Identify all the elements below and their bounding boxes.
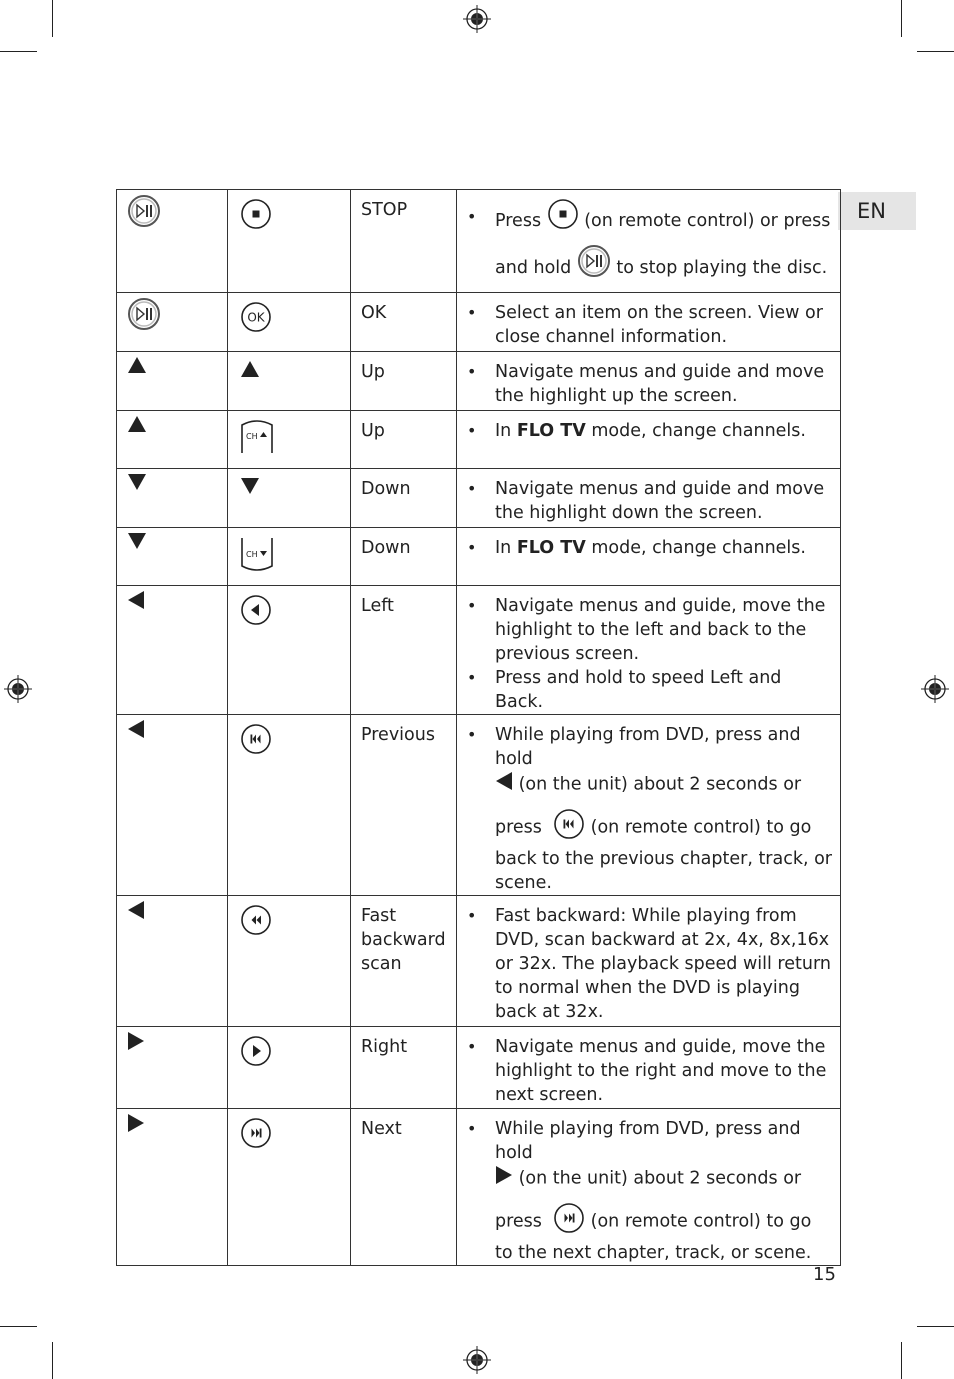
triangle-up-icon xyxy=(127,356,147,381)
remote-button-cell xyxy=(228,1109,351,1266)
function-name-cell xyxy=(351,469,457,528)
page-number: 15 xyxy=(813,1264,836,1285)
description-cell xyxy=(457,896,841,1027)
registration-mark-icon xyxy=(4,675,32,703)
crop-mark xyxy=(901,1342,902,1379)
right-circle-icon xyxy=(240,1035,272,1074)
triangle-up-icon xyxy=(240,360,260,385)
remote-button-cell xyxy=(228,528,351,586)
triangle-left-icon xyxy=(127,719,145,746)
bullet-item xyxy=(467,477,832,525)
description-text: press xyxy=(495,817,542,838)
bullet-item xyxy=(467,666,832,714)
function-name: Right xyxy=(361,1037,408,1057)
description-text: Navigate menus and guide, move the highlight to the left and back to the previous screen. xyxy=(495,596,826,664)
description-cell xyxy=(457,190,841,293)
description-text: Fast backward: While playing from DVD, scan backward at 2x, 4x, 8x,16x or 32x. The playback speed will return to normal when the DVD is playing back at 32x. xyxy=(495,906,831,1022)
triangle-up-icon xyxy=(127,415,147,440)
unit-button-cell xyxy=(117,1027,228,1109)
function-name: Fast backward scan xyxy=(361,906,446,974)
description-cell xyxy=(457,293,841,352)
crop-mark xyxy=(0,1326,37,1327)
description-text: In xyxy=(495,538,517,558)
function-name: Previous xyxy=(361,725,435,745)
function-name: OK xyxy=(361,303,387,323)
bullet-item xyxy=(467,198,832,292)
function-name-cell xyxy=(351,293,457,352)
function-name-cell xyxy=(351,352,457,411)
crop-mark xyxy=(0,51,37,52)
description-cell xyxy=(457,352,841,411)
table-row xyxy=(117,1027,841,1109)
table-row xyxy=(117,528,841,586)
triangle-left-icon xyxy=(495,771,513,798)
ok-circle-icon xyxy=(240,301,272,340)
registration-mark-icon xyxy=(921,675,949,703)
previous-circle-icon xyxy=(553,808,585,847)
crop-mark xyxy=(52,0,53,37)
next-circle-icon xyxy=(240,1117,272,1156)
description-text: While playing from DVD, press and hold xyxy=(495,1119,801,1163)
svg-text:CH: CH xyxy=(246,550,258,559)
function-name-cell xyxy=(351,715,457,896)
triangle-right-icon xyxy=(127,1031,145,1058)
description-text: Navigate menus and guide and move the highlight up the screen. xyxy=(495,362,825,406)
description-text: (on remote control) to go to the next chapter, track, or scene. xyxy=(495,1211,812,1263)
table-row xyxy=(117,190,841,293)
registration-mark-icon xyxy=(463,5,491,33)
unit-button-cell xyxy=(117,190,228,293)
function-name-cell xyxy=(351,586,457,715)
svg-text:OK: OK xyxy=(247,310,265,325)
remote-button-cell xyxy=(228,1027,351,1109)
description-text: While playing from DVD, press and hold xyxy=(495,725,801,769)
left-circle-icon xyxy=(240,594,272,633)
bullet-item xyxy=(467,360,832,408)
bullet-item xyxy=(467,419,832,443)
description-text: (on the unit) about 2 seconds or xyxy=(518,774,802,795)
description-text: and hold xyxy=(495,258,572,278)
function-name: Down xyxy=(361,538,411,558)
function-name: Down xyxy=(361,479,411,499)
description-text: In xyxy=(495,421,517,441)
description-cell xyxy=(457,1027,841,1109)
description-text: press xyxy=(495,1211,542,1232)
description-text: (on remote control) to go back to the previous chapter, track, or scene. xyxy=(495,817,833,893)
ch-down-icon xyxy=(240,536,274,579)
unit-button-cell xyxy=(117,586,228,715)
table-row xyxy=(117,586,841,715)
function-name-cell xyxy=(351,896,457,1027)
remote-button-cell xyxy=(228,190,351,293)
previous-circle-icon xyxy=(240,723,272,762)
stop-circle-icon xyxy=(547,198,579,244)
triangle-down-icon xyxy=(127,532,147,557)
bullet-item xyxy=(467,904,832,1024)
function-name-cell xyxy=(351,1027,457,1109)
table-row xyxy=(117,896,841,1027)
triangle-left-icon xyxy=(127,900,145,927)
description-text: (on remote control) or press xyxy=(584,211,831,231)
description-text: Select an item on the screen. View or close channel information. xyxy=(495,303,823,347)
remote-button-cell xyxy=(228,586,351,715)
unit-button-cell xyxy=(117,896,228,1027)
unit-button-cell xyxy=(117,469,228,528)
unit-button-cell xyxy=(117,293,228,352)
description-text: mode, change channels. xyxy=(585,538,806,558)
table-row xyxy=(117,352,841,411)
rewind-circle-icon xyxy=(240,904,272,943)
mode-name: FLO TV xyxy=(516,538,586,558)
description-text: Navigate menus and guide and move the highlight down the screen. xyxy=(495,479,825,523)
function-name: Up xyxy=(361,421,385,441)
play-pause-button-icon xyxy=(577,244,611,292)
description-text: mode, change channels. xyxy=(585,421,806,441)
table-row xyxy=(117,715,841,896)
remote-button-cell xyxy=(228,293,351,352)
unit-button-cell xyxy=(117,352,228,411)
description-text: to stop playing the disc. xyxy=(616,258,828,278)
unit-button-cell xyxy=(117,528,228,586)
unit-button-cell xyxy=(117,715,228,896)
description-cell xyxy=(457,528,841,586)
table-row xyxy=(117,293,841,352)
function-name: Left xyxy=(361,596,394,616)
bullet-item xyxy=(467,301,832,349)
triangle-down-icon xyxy=(240,477,260,502)
description-cell xyxy=(457,411,841,469)
stop-circle-icon xyxy=(240,198,272,237)
bullet-item xyxy=(467,536,832,560)
unit-button-cell xyxy=(117,411,228,469)
crop-mark xyxy=(901,0,902,37)
play-pause-button-icon xyxy=(127,194,161,235)
next-circle-icon xyxy=(553,1202,585,1241)
play-pause-button-icon xyxy=(127,297,161,338)
controls-table xyxy=(116,189,841,1266)
remote-button-cell xyxy=(228,469,351,528)
description-cell xyxy=(457,469,841,528)
bullet-item xyxy=(467,1117,832,1265)
table-row xyxy=(117,411,841,469)
function-name: STOP xyxy=(361,200,408,220)
crop-mark xyxy=(52,1342,53,1379)
language-tab: EN xyxy=(838,192,916,230)
function-name-cell xyxy=(351,190,457,293)
description-cell xyxy=(457,1109,841,1266)
function-name-cell xyxy=(351,411,457,469)
remote-button-cell xyxy=(228,411,351,469)
bullet-item xyxy=(467,594,832,666)
unit-button-cell xyxy=(117,1109,228,1266)
svg-text:CH: CH xyxy=(246,432,258,441)
bullet-item xyxy=(467,723,832,895)
description-text: Navigate menus and guide, move the highlight to the right and move to the next screen. xyxy=(495,1037,827,1105)
registration-mark-icon xyxy=(463,1346,491,1374)
description-text: (on the unit) about 2 seconds or xyxy=(518,1168,802,1189)
function-name: Up xyxy=(361,362,385,382)
description-cell xyxy=(457,715,841,896)
mode-name: FLO TV xyxy=(516,421,586,441)
triangle-down-icon xyxy=(127,473,147,498)
table-row xyxy=(117,1109,841,1266)
ch-up-icon xyxy=(240,419,274,462)
description-text: Press xyxy=(495,211,542,231)
triangle-left-icon xyxy=(127,590,145,617)
description-text: Press and hold to speed Left and Back. xyxy=(495,668,782,712)
crop-mark xyxy=(917,51,954,52)
triangle-right-icon xyxy=(495,1165,513,1192)
remote-button-cell xyxy=(228,896,351,1027)
table-row xyxy=(117,469,841,528)
function-name-cell xyxy=(351,1109,457,1266)
triangle-right-icon xyxy=(127,1113,145,1140)
crop-mark xyxy=(917,1326,954,1327)
bullet-item xyxy=(467,1035,832,1107)
function-name-cell xyxy=(351,528,457,586)
description-cell xyxy=(457,586,841,715)
remote-button-cell xyxy=(228,352,351,411)
remote-button-cell xyxy=(228,715,351,896)
function-name: Next xyxy=(361,1119,402,1139)
